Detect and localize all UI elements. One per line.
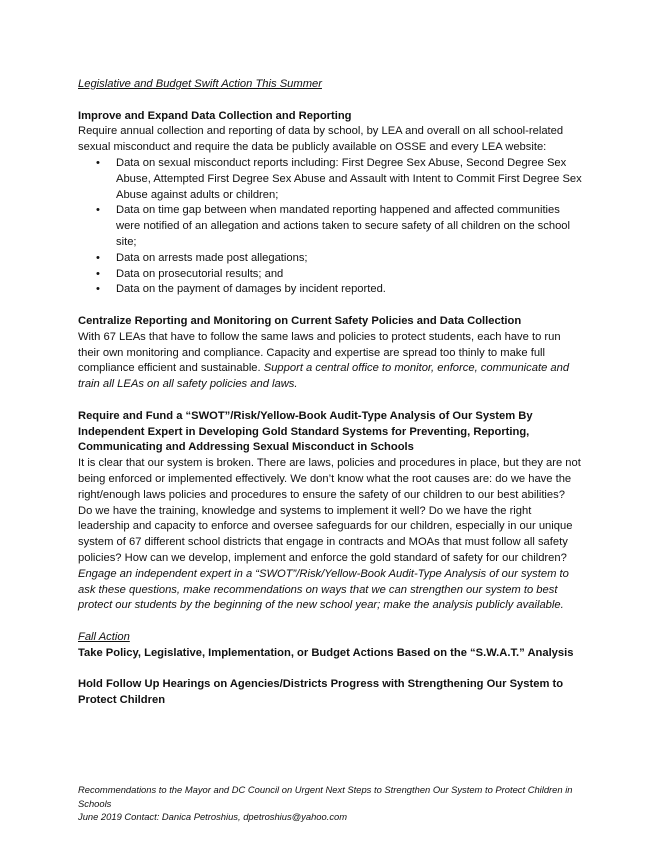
- footer-line-2: June 2019 Contact: Danica Petroshius, dpetroshius@yahoo.com: [78, 811, 348, 822]
- list-item: • Data on the payment of damages by incident reported.: [116, 282, 582, 298]
- list-item: • Data on time gap between when mandated reporting happened and affected communities were notified of an allegation and actions taken to secure safety of all children on the school site;: [116, 203, 582, 250]
- document-body: [78, 77, 582, 709]
- section-heading-fall: Fall Action: [78, 630, 130, 643]
- fall-action-item-1: Take Policy, Legislative, Implementation, or Budget Actions Based on the “S.W.A.T.” Analysis: [78, 646, 574, 659]
- data-collection-list: [78, 156, 582, 298]
- list-item: • Data on prosecutorial results; and: [116, 267, 582, 283]
- data-collection-title: Improve and Expand Data Collection and Reporting: [78, 109, 352, 122]
- section-heading-summer: Legislative and Budget Swift Action This Summer: [78, 78, 322, 90]
- footer-line-1: Recommendations to the Mayor and DC Council on Urgent Next Steps to Strengthen Our System to Protect Children in Schools: [78, 784, 573, 809]
- swot-paragraph: [78, 456, 582, 614]
- list-item: • Data on sexual misconduct reports including: First Degree Sex Abuse, Second Degree Sex Abuse, Attempted First Degree Sex Abuse and Assault with Intent to Commit First Degree Sex Abuse against adults or children;: [116, 156, 582, 203]
- centralize-emphasis: Support a central office to monitor, enforce, communicate and train all LEAs on all safety policies and laws.: [78, 362, 570, 391]
- swot-emphasis: Engage an independent expert in a “SWOT”/Risk/Yellow-Book Audit-Type Analysis of our system to ask these questions, make recommendations on ways that we can strengthen our system to best protect our students by the beginning of the new school year; make the analysis publicly available.: [78, 567, 569, 612]
- data-collection-intro: Require annual collection and reporting of data by school, by LEA and overall on all school-related sexual misconduct and require the data be publicly available on OSSE and every LEA website:: [78, 125, 564, 154]
- list-item: • Data on arrests made post allegations;: [116, 251, 582, 267]
- page-footer: [78, 783, 598, 824]
- centralize-body: With 67 LEAs that have to follow the same laws and policies to protect students, each have to run their own monitoring and compliance. Capacity and expertise are spread too thinly to make full compliance efficient and sustainable.: [78, 330, 561, 375]
- centralize-paragraph: [78, 330, 582, 393]
- swot-body: It is clear that our system is broken. There are laws, policies and procedures in place, but they are not being enforced or implemented effectively. We don’t know what the root causes are: do we have the right/enough laws policies and procedures to ensure the safety of our children to our best abilities? Do we have the training, knowledge and systems to implement it well? Do we have the right leadership and capacity to enforce and oversee safeguards for our children, especially in our unique system of 67 different school districts that engage in contracts and MOAs that must follow all safety policies? How can we develop, implement and enforce the gold standard of safety for our children?: [78, 457, 581, 564]
- centralize-title: Centralize Reporting and Monitoring on Current Safety Policies and Data Collection: [78, 314, 522, 327]
- fall-action-item-2: Hold Follow Up Hearings on Agencies/Districts Progress with Strengthening Our System to Protect Children: [78, 678, 564, 707]
- swot-title: Require and Fund a “SWOT”/Risk/Yellow-Book Audit-Type Analysis of Our System By Independent Expert in Developing Gold Standard Systems for Preventing, Reporting, Communicating and Addressing Sexual Misconduct in Schools: [78, 409, 533, 454]
